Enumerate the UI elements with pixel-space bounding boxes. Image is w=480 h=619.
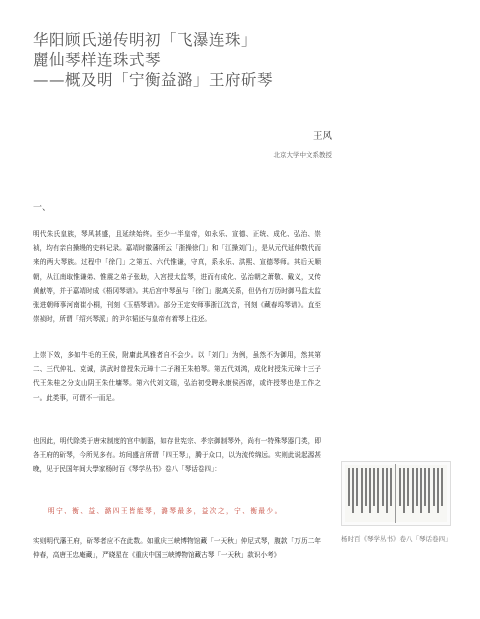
book-text-column [437, 468, 439, 513]
paragraph-1: 明代朱氏皇族，琴风甚盛，且延续始终。至少一半皇帝，如永乐、宣德、正统、成化、弘治、崇祯，均有亲自操缦的史料记录。嘉靖时徽藩所云「浙操徐门」和「江操刘门」，是从元代延伸数代而来的两大琴族。过程中「徐门」之第五、六代惟谦，守真，系永乐、洪熙、宣德琴师。其后天顺朝，从江南取惟谦弟、惟震之弟子张助，入宫授太监琴，进而有成化、弘治朝之萧敬、戴义，又传黄献等，并于嘉靖时成《梧冈琴谱》。其后宫中琴虽与「徐门」脱离关系，但仍有万历时御马监太监张进朝师事河南崔小桐，刊刻《玉梧琴谱》。部分王定安师事浙江沈音，刊刻《藏春坞琴谱》。直至崇祯时，所谓「绍兴琴派」的尹尔韬还与皇帝有着琴上往还。 [33, 230, 321, 324]
book-text-column [390, 468, 392, 506]
book-text-column [433, 468, 435, 506]
author-block [274, 128, 333, 159]
title-line-3: ——概及明「宁衡益潞」王府斫琴 [33, 71, 274, 89]
title-line-2: 麗仙琴样连珠式琴 [33, 51, 162, 69]
book-text-column [382, 468, 384, 506]
book-text-column [412, 468, 414, 513]
book-text-column [361, 468, 363, 513]
book-text-column [407, 468, 409, 506]
title-line-1: 华阳顾氏递传明初「飞瀑连珠」 [33, 31, 258, 49]
book-text-column [420, 468, 422, 513]
block-quote: 明宁、衡、益、潞四王皆能琴，潞琴最多，益次之，宁、衡最少。 [48, 507, 283, 515]
section-number: 一、 [33, 203, 52, 213]
book-text-column [386, 468, 388, 513]
figure-caption: 杨时百《琴学丛书》卷八「琴话卷四」 [341, 535, 452, 543]
book-text-column [373, 468, 375, 506]
paragraph-3: 也因此，明代除类于唐宋制度的宫中制器，如存世宪宗、孝宗御制琴外，尚有一特殊琴器门类，即各王府的斫琴，今所见多有。坊间盛言所谓「四王琴」，腾于众口，以为流传绵远。实则此说起源甚晚，见于民国年间大學家杨时百《琴学丛书》卷八「琴话卷四」： [33, 437, 321, 474]
book-text-column [416, 468, 418, 506]
book-text-column [369, 468, 371, 513]
book-gutter [395, 464, 396, 523]
book-text-column [356, 468, 358, 506]
book-text-column [441, 468, 443, 506]
book-text-column [399, 468, 401, 506]
book-left-page [345, 465, 396, 522]
paragraph-4: 实则明代藩王府，斫琴者应不在此数。如重庆三峡博物馆藏「一天秋」仲尼式琴，腹款「万历二年仲春，高唐王忠庵藏」，严晓星在《重庆中国三峡博物馆藏古琴「一天秋」款识小考》 [33, 537, 321, 560]
book-text-column [377, 468, 379, 513]
book-text-column [428, 468, 430, 513]
book-text-column [352, 468, 354, 513]
book-right-page [396, 465, 447, 522]
paragraph-2: 上崇下效，多如牛毛的王侯，附庸此风雅者自不会少。以「刘门」为例，虽然不为御用，然其第二、三代仲礼、克诚，洪武时曾授朱元璋十二子湘王朱柏琴。第五代刘鸿，成化时授朱元璋十三子代王朱桂之分支山阴王朱仕墉琴。第六代刘文瑞，弘治初受聘永康侯西席，或许授琴也是工作之一。此类事，可谓不一而足。 [33, 351, 321, 402]
book-text-column [403, 468, 405, 513]
author-name: 王风 [312, 131, 332, 142]
book-text-column [348, 468, 350, 506]
book-scan-image [341, 461, 451, 526]
book-text-column [365, 468, 367, 506]
book-text-column [424, 468, 426, 506]
article-title [33, 30, 333, 90]
author-affiliation: 北京大学中文系教授 [273, 151, 332, 159]
